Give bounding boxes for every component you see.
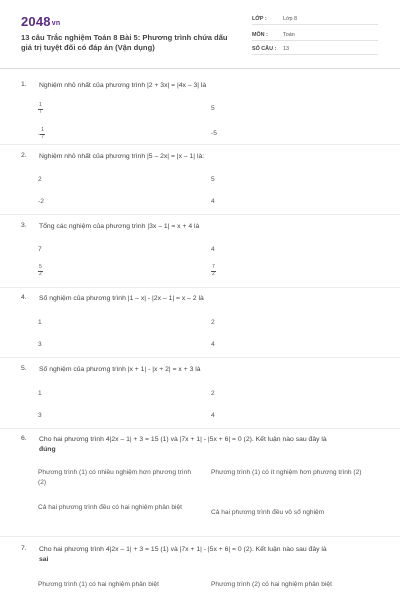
option-a[interactable]: 7 xyxy=(38,246,42,253)
question-stem: Số nghiệm của phương trình |x + 1| - |x + 2| = x + 3 là xyxy=(39,366,201,373)
question-number: 5. xyxy=(21,365,27,372)
question-stem: Số nghiệm của phương trình |1 – x| - |2x – 1| = x – 2 là xyxy=(39,295,204,302)
question-stem: Tổng các nghiệm của phương trình |3x – 1| = x + 4 là xyxy=(39,223,200,230)
option-b[interactable]: 2 xyxy=(211,390,215,397)
option-c[interactable]: Cả hai phương trình đều có hai nghiệm phân biệt xyxy=(38,504,183,511)
numerator: 7 xyxy=(212,264,215,270)
option-c[interactable]: -2 xyxy=(38,198,44,205)
question-number: 6. xyxy=(21,435,27,442)
option-c[interactable] xyxy=(38,265,43,277)
denominator: 2 xyxy=(39,270,42,277)
denominator: 7 xyxy=(39,108,42,115)
meta-value: Toán xyxy=(283,32,295,38)
option-a[interactable]: Phương trình (1) có hai nghiệm phân biệt xyxy=(38,581,159,588)
question-list xyxy=(0,69,400,600)
meta-row-subject xyxy=(252,29,378,41)
numerator: 1 xyxy=(41,127,44,133)
option-c[interactable] xyxy=(38,128,45,140)
option-a[interactable]: 2 xyxy=(38,176,42,183)
question-number: 3. xyxy=(21,222,27,229)
option-b[interactable]: 5 xyxy=(211,105,215,112)
question-number: 1. xyxy=(21,81,27,88)
option-b[interactable]: Phương trình (1) có ít nghiệm hơn phương trình (2) xyxy=(211,469,362,476)
stem-text: Cho hai phương trình 4|2x – 1| + 3 = 15 (1) và |7x + 1| - |5x + 6| = 0 (2). Kết luận nào sau đây là xyxy=(39,546,327,553)
question-number: 2. xyxy=(21,152,27,159)
option-b[interactable]: Phương trình (2) có hai nghiệm phân biệt xyxy=(211,581,332,588)
document-title: 13 câu Trắc nghiệm Toán 8 Bài 5: Phương trình chứa dấu giá trị tuyệt đối có đáp án (Vận dụng) xyxy=(21,33,228,52)
meta-label: MÔN : xyxy=(252,32,268,38)
meta-row-count xyxy=(252,43,378,55)
option-c[interactable]: 3 xyxy=(38,341,42,348)
logo-suffix: vn xyxy=(51,20,61,27)
fraction xyxy=(211,265,216,277)
option-c[interactable]: 3 xyxy=(38,412,42,419)
option-d[interactable]: Cả hai phương trình đều vô số nghiệm xyxy=(211,509,325,516)
option-a[interactable]: Phương trình (1) có nhiều nghiệm hơn phương trình (2) xyxy=(38,469,192,486)
option-b[interactable]: 5 xyxy=(211,176,215,183)
option-a[interactable]: 1 xyxy=(38,390,42,397)
question-number: 7. xyxy=(21,545,27,552)
option-b[interactable]: 4 xyxy=(211,246,215,253)
stem-emphasis: sai xyxy=(39,556,49,563)
logo-text: 2048 xyxy=(21,14,51,29)
option-d[interactable]: -5 xyxy=(211,130,217,137)
question-separator xyxy=(0,287,400,288)
option-d[interactable]: 4 xyxy=(211,412,215,419)
option-d[interactable]: 4 xyxy=(211,198,215,205)
fraction xyxy=(40,128,45,140)
option-a[interactable]: 1 xyxy=(38,319,42,326)
stem-text: Cho hai phương trình 4|2x – 1| + 3 = 15 (1) và |7x + 1| - |5x + 6| = 0 (2). Kết luận nào sau đây là xyxy=(39,436,327,443)
question-separator xyxy=(0,428,400,429)
question-separator xyxy=(0,144,400,145)
minus-sign: - xyxy=(38,130,41,138)
numerator: 5 xyxy=(39,264,42,270)
fraction xyxy=(38,265,43,277)
stem-emphasis: đúng xyxy=(39,446,56,453)
question-stem: Nghiệm nhỏ nhất của phương trình |5 – 2x| = |x – 1| là: xyxy=(39,153,205,160)
option-a[interactable] xyxy=(38,103,43,115)
meta-label: SỐ CÂU : xyxy=(252,46,277,52)
question-separator xyxy=(0,536,400,537)
denominator: 2 xyxy=(212,270,215,277)
question-number: 4. xyxy=(21,294,27,301)
question-separator xyxy=(0,214,400,215)
fraction xyxy=(38,103,43,115)
site-logo[interactable] xyxy=(21,14,60,29)
meta-row-grade xyxy=(252,13,378,25)
option-b[interactable]: 2 xyxy=(211,319,215,326)
question-stem xyxy=(39,545,369,565)
denominator: 7 xyxy=(41,133,44,140)
meta-label: LỚP : xyxy=(252,16,267,22)
page-header xyxy=(0,0,400,68)
numerator: 1 xyxy=(39,102,42,108)
question-separator xyxy=(0,357,400,358)
option-d[interactable] xyxy=(211,265,216,277)
meta-value: Lớp 8 xyxy=(283,16,298,22)
option-d[interactable]: 4 xyxy=(211,341,215,348)
question-stem xyxy=(39,435,369,455)
question-stem: Nghiệm nhỏ nhất của phương trình |2 + 3x| = |4x – 3| là xyxy=(39,82,207,89)
meta-value: 13 xyxy=(283,46,289,52)
